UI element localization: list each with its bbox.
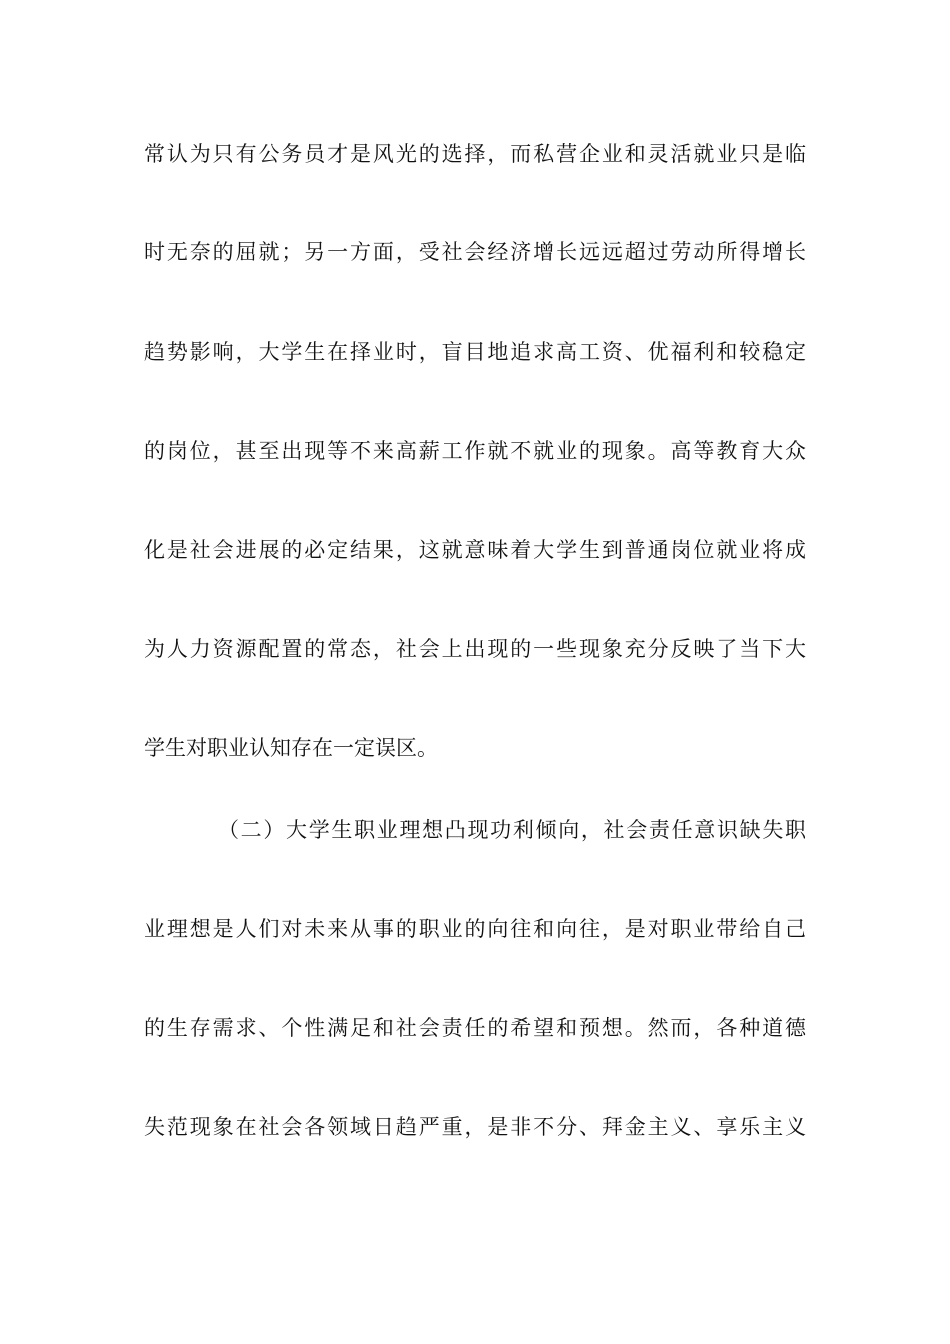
text-line: 化是社会进展的必定结果，这就意味着大学生到普通岗位就业将成 bbox=[144, 538, 806, 562]
text-line: 的生存需求、个性满足和社会责任的希望和预想。然而，各种道德 bbox=[144, 1016, 806, 1040]
text-line: 常认为只有公务员才是风光的选择，而私营企业和灵活就业只是临 bbox=[144, 142, 806, 166]
text-line: 趋势影响，大学生在择业时，盲目地追求高工资、优福利和较稳定 bbox=[144, 340, 806, 364]
text-line: 为人力资源配置的常态，社会上出现的一些现象充分反映了当下大 bbox=[144, 637, 806, 661]
section-heading: （二）大学生职业理想凸现功利倾向，社会责任意识缺失职 bbox=[218, 818, 806, 842]
text-line: 业理想是人们对未来从事的职业的向往和向往，是对职业带给自己 bbox=[144, 917, 806, 941]
text-line: 学生对职业认知存在一定误区。 bbox=[144, 736, 438, 760]
text-line: 失范现象在社会各领域日趋严重，是非不分、拜金主义、享乐主义 bbox=[144, 1115, 806, 1139]
text-line: 的岗位，甚至出现等不来高薪工作就不就业的现象。高等教育大众 bbox=[144, 439, 806, 463]
text-line: 时无奈的屈就；另一方面，受社会经济增长远远超过劳动所得增长 bbox=[144, 240, 806, 264]
